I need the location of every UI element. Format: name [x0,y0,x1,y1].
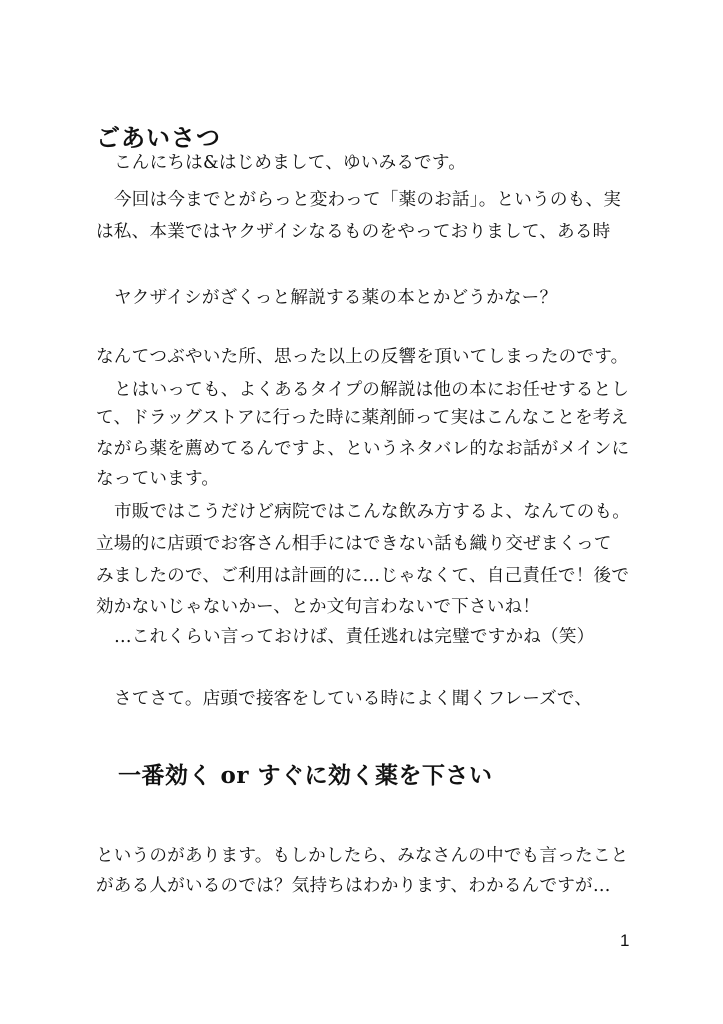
paragraph-line: ヤクザイシがざくっと解説する薬の本とかどうかなー？ [114,288,558,308]
paragraph-line: なっています。 [96,469,220,489]
paragraph-line: て、ドラッグストアに行った時に薬剤師って実はこんなことを考え [96,408,629,428]
paragraph-line: こんにちは&はじめまして、ゆいみるです。 [114,153,467,173]
paragraph-line: さてさて。店頭で接客をしている時によく聞くフレーズで、 [114,689,593,709]
paragraph-line: とはいっても、よくあるタイプの解説は他の本にお任せするとし [114,380,630,400]
paragraph-line: みましたので、ご利用は計画的に…じゃなくて、自己責任で！後で [96,566,630,586]
paragraph-line: は私、本業ではヤクザイシなるものをやっておりまして、ある時 [96,222,611,242]
paragraph-line: 市販ではこうだけど病院ではこんな飲み方するよ、なんてのも。 [114,502,631,522]
paragraph-line: 効かないじゃないかー、とか文句言わないで下さいね！ [96,597,541,617]
section-heading: ごあいさつ [96,124,221,152]
paragraph-line: というのがあります。もしかしたら、みなさんの中でも言ったこと [96,846,629,866]
paragraph-line: ながら薬を薦めてるんですよ、というネタバレ的なお話がメインに [96,439,630,459]
emphasis-phrase: 一番効く or すぐに効く薬を下さい [118,762,493,789]
paragraph-line: なんてつぶやいた所、思った以上の反響を頂いてしまったのです。 [96,347,629,367]
paragraph-line: …これくらい言っておけば、責任逃れは完璧ですかね（笑） [114,627,595,647]
page-number: 1 [620,931,630,950]
paragraph-line: 今回は今までとがらっと変わって「薬のお話」。というのも、実 [114,190,622,210]
paragraph-line: 立場的に店頭でお客さん相手にはできない話も織り交ぜまくって [96,534,612,554]
paragraph-line: がある人がいるのでは？気持ちはわかります、わかるんですが… [96,876,611,896]
